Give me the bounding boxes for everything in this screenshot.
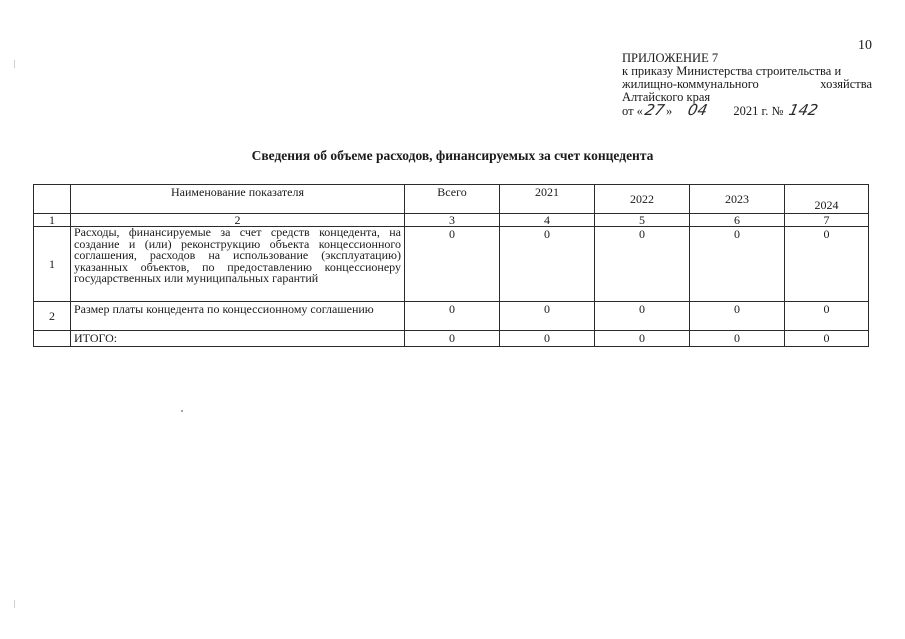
header-index xyxy=(34,185,71,214)
row-2021: 0 xyxy=(500,302,595,331)
appendix-block xyxy=(622,52,872,118)
row-name: Расходы, финансируемые за счет средств концедента, на создание и (или) реконструкцию объекта концессионного соглашения, расходов на использование (эксплуатацию) указанных объектов, по предоставлению концессионеру государственных или муниципальных гарантий xyxy=(71,227,405,302)
appendix-ministry-part1: жилищно-коммунального xyxy=(622,77,759,91)
header-2021: 2021 xyxy=(500,185,595,214)
row-name: Размер платы концедента по концессионному соглашению xyxy=(71,302,405,331)
row-2024: 0 xyxy=(785,227,869,302)
row-2023: 0 xyxy=(690,227,785,302)
table-row xyxy=(34,302,869,331)
numbering-cell: 2 xyxy=(71,214,405,227)
appendix-title: ПРИЛОЖЕНИЕ 7 xyxy=(622,51,719,65)
total-label: ИТОГО: xyxy=(71,331,405,347)
table-row xyxy=(34,227,869,302)
header-2023: 2023 xyxy=(690,185,785,214)
header-name: Наименование показателя xyxy=(71,185,405,214)
date-mid: » xyxy=(666,104,673,118)
appendix-ministry-part2: хозяйства xyxy=(820,77,872,91)
numbering-cell: 4 xyxy=(500,214,595,227)
row-total: 0 xyxy=(405,227,500,302)
appendix-region: Алтайского края xyxy=(622,90,711,104)
document-title: Сведения об объеме расходов, финансируемых за счет концедента xyxy=(251,148,654,163)
numbering-cell: 1 xyxy=(34,214,71,227)
row-2023: 0 xyxy=(690,302,785,331)
date-prefix: от « xyxy=(622,104,643,118)
numbering-cell: 5 xyxy=(595,214,690,227)
expenses-table xyxy=(33,184,869,347)
total-2021: 0 xyxy=(500,331,595,347)
scan-speck xyxy=(181,410,183,412)
row-total: 0 xyxy=(405,302,500,331)
header-2022: 2022 xyxy=(595,185,690,214)
total-2023: 0 xyxy=(690,331,785,347)
handwritten-order-number: 142 xyxy=(787,101,821,119)
scan-edge-mark-bottom xyxy=(14,600,15,608)
row-2024: 0 xyxy=(785,302,869,331)
total-total: 0 xyxy=(405,331,500,347)
numbering-cell: 3 xyxy=(405,214,500,227)
numbering-cell: 6 xyxy=(690,214,785,227)
row-2021: 0 xyxy=(500,227,595,302)
scan-edge-mark-top xyxy=(14,60,15,68)
numbering-cell: 7 xyxy=(785,214,869,227)
total-2022: 0 xyxy=(595,331,690,347)
total-2024: 0 xyxy=(785,331,869,347)
header-2024: 2024 xyxy=(785,185,869,214)
row-index: 2 xyxy=(34,302,71,331)
appendix-date-line xyxy=(622,101,872,119)
date-year: 2021 г. № xyxy=(733,104,784,118)
header-total: Всего xyxy=(405,185,500,214)
page-number: 10 xyxy=(858,38,872,53)
row-2022: 0 xyxy=(595,302,690,331)
row-2022: 0 xyxy=(595,227,690,302)
row-index: 1 xyxy=(34,227,71,302)
handwritten-day: 27 xyxy=(643,101,667,119)
total-index-empty xyxy=(34,331,71,347)
table-header-row xyxy=(34,185,869,214)
table-total-row xyxy=(34,331,869,347)
handwritten-month: 04 xyxy=(686,101,710,119)
appendix-order-ref: к приказу Министерства строительства и xyxy=(622,64,842,78)
